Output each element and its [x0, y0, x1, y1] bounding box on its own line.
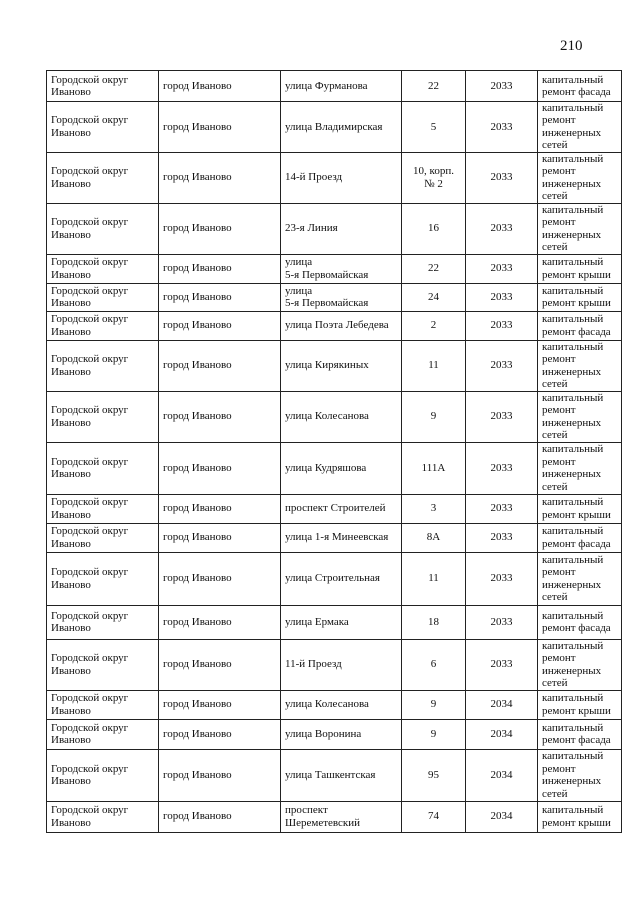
work-type-cell-text: капитальный ремонт инженерных сетей	[542, 750, 604, 800]
house-number-cell-text: 16	[428, 222, 439, 235]
table-row	[47, 254, 622, 283]
year-cell	[466, 719, 538, 749]
street-cell-text: улица Воронина	[285, 727, 362, 740]
city-cell-text: город Иваново	[163, 290, 232, 303]
year-cell-text: 2033	[490, 79, 513, 92]
house-number-cell-text: 95	[428, 768, 439, 781]
okrug-cell-text: Городской округ Иваново	[51, 566, 129, 591]
street-cell	[281, 690, 402, 719]
year-cell	[466, 523, 538, 552]
city-cell	[159, 283, 281, 311]
city-cell-text: город Иваново	[163, 120, 232, 133]
city-cell	[159, 523, 281, 552]
table-row	[47, 340, 622, 391]
year-cell-text: 2033	[490, 262, 513, 275]
year-cell	[466, 801, 538, 832]
table-row	[47, 494, 622, 523]
work-type-cell	[538, 552, 622, 605]
street-cell-text: улица Кудряшова	[285, 461, 367, 474]
year-cell-text: 2033	[490, 615, 513, 628]
city-cell-text: город Иваново	[163, 810, 232, 823]
work-type-cell-text: капитальный ремонт фасада	[542, 525, 611, 550]
year-cell	[466, 749, 538, 801]
house-number-cell	[402, 639, 466, 690]
street-cell	[281, 311, 402, 340]
work-type-cell	[538, 311, 622, 340]
table-row	[47, 719, 622, 749]
work-type-cell	[538, 71, 622, 102]
year-cell-text: 2033	[490, 572, 513, 585]
work-type-cell	[538, 254, 622, 283]
city-cell	[159, 690, 281, 719]
city-cell	[159, 719, 281, 749]
house-number-cell-text: 9	[430, 410, 437, 423]
city-cell	[159, 254, 281, 283]
year-cell-text: 2034	[490, 810, 513, 823]
table-row	[47, 552, 622, 605]
work-type-cell-text: капитальный ремонт инженерных сетей	[542, 553, 604, 604]
okrug-cell-text: Городской округ Иваново	[51, 284, 129, 310]
okrug-cell	[47, 391, 159, 442]
okrug-cell-text: Городской округ Иваново	[51, 165, 129, 190]
table-row	[47, 391, 622, 442]
work-type-cell	[538, 102, 622, 153]
table-row	[47, 749, 622, 801]
street-cell-text: улица 5-я Первомайская	[285, 256, 369, 281]
city-cell	[159, 71, 281, 102]
year-cell	[466, 71, 538, 102]
street-cell-text: 11-й Проезд	[285, 658, 342, 671]
house-number-cell-text: 18	[428, 615, 439, 628]
table-row	[47, 102, 622, 153]
table-row	[47, 311, 622, 340]
year-cell-text: 2033	[490, 658, 513, 671]
okrug-cell-text: Городской округ Иваново	[51, 404, 129, 429]
house-number-cell-text: 2	[430, 319, 437, 332]
street-cell-text: улица 5-я Первомайская	[285, 284, 369, 310]
work-type-cell	[538, 749, 622, 801]
house-number-cell-text: 9	[430, 698, 437, 711]
house-number-cell	[402, 311, 466, 340]
city-cell-text: город Иваново	[163, 615, 232, 628]
street-cell-text: улица Строительная	[285, 572, 380, 585]
street-cell	[281, 494, 402, 523]
work-type-cell-text: капитальный ремонт инженерных сетей	[542, 203, 604, 254]
work-type-cell-text: капитальный ремонт фасада	[542, 721, 611, 747]
house-number-cell	[402, 254, 466, 283]
street-cell	[281, 639, 402, 690]
table-row	[47, 442, 622, 494]
work-type-cell-text: капитальный ремонт инженерных сетей	[542, 639, 604, 690]
street-cell	[281, 523, 402, 552]
work-type-cell	[538, 494, 622, 523]
house-number-cell-text: 11	[428, 359, 439, 372]
house-number-cell-text: 22	[428, 79, 439, 92]
street-cell	[281, 442, 402, 494]
work-type-cell	[538, 340, 622, 391]
city-cell	[159, 152, 281, 203]
city-cell-text: город Иваново	[163, 531, 232, 544]
year-cell-text: 2033	[490, 120, 513, 133]
year-cell	[466, 254, 538, 283]
okrug-cell	[47, 719, 159, 749]
year-cell-text: 2033	[490, 502, 513, 515]
year-cell	[466, 203, 538, 254]
page-number: 210	[560, 38, 583, 54]
city-cell-text: город Иваново	[163, 502, 232, 515]
city-cell-text: город Иваново	[163, 359, 232, 372]
work-type-cell-text: капитальный ремонт фасада	[542, 609, 611, 635]
city-cell	[159, 311, 281, 340]
okrug-cell-text: Городской округ Иваново	[51, 313, 129, 338]
city-cell-text: город Иваново	[163, 727, 232, 740]
table-row	[47, 801, 622, 832]
street-cell	[281, 254, 402, 283]
city-cell-text: город Иваново	[163, 262, 232, 275]
house-number-cell-text: 5	[430, 120, 437, 133]
okrug-cell-text: Городской округ Иваново	[51, 455, 129, 481]
house-number-cell	[402, 801, 466, 832]
okrug-cell	[47, 71, 159, 102]
okrug-cell-text: Городской округ Иваново	[51, 216, 129, 241]
work-type-cell-text: капитальный ремонт инженерных сетей	[542, 443, 604, 493]
okrug-cell	[47, 639, 159, 690]
city-cell	[159, 494, 281, 523]
house-number-cell	[402, 749, 466, 801]
okrug-cell	[47, 254, 159, 283]
okrug-cell-text: Городской округ Иваново	[51, 73, 129, 98]
city-cell-text: город Иваново	[163, 572, 232, 585]
city-cell-text: город Иваново	[163, 698, 232, 711]
house-number-cell-text: 10, корп. № 2	[413, 165, 454, 190]
okrug-cell	[47, 801, 159, 832]
year-cell-text: 2033	[490, 461, 513, 474]
street-cell	[281, 71, 402, 102]
table-row	[47, 639, 622, 690]
city-cell	[159, 203, 281, 254]
city-cell	[159, 102, 281, 153]
work-type-cell-text: капитальный ремонт фасада	[542, 73, 611, 98]
okrug-cell-text: Городской округ Иваново	[51, 721, 129, 747]
year-cell	[466, 605, 538, 639]
street-cell-text: проспект Строителей	[285, 502, 386, 515]
house-number-cell-text: 8А	[426, 531, 441, 544]
work-type-cell	[538, 690, 622, 719]
city-cell	[159, 442, 281, 494]
house-number-cell	[402, 203, 466, 254]
year-cell	[466, 340, 538, 391]
year-cell-text: 2034	[490, 727, 513, 740]
work-type-cell-text: капитальный ремонт крыши	[542, 256, 611, 281]
okrug-cell-text: Городской округ Иваново	[51, 496, 129, 521]
house-number-cell	[402, 283, 466, 311]
street-cell-text: 23-я Линия	[285, 222, 338, 235]
work-type-cell	[538, 719, 622, 749]
street-cell	[281, 605, 402, 639]
street-cell	[281, 801, 402, 832]
work-type-cell-text: капитальный ремонт крыши	[542, 692, 611, 717]
year-cell-text: 2033	[490, 171, 513, 184]
street-cell	[281, 283, 402, 311]
street-cell	[281, 340, 402, 391]
city-cell	[159, 340, 281, 391]
city-cell-text: город Иваново	[163, 79, 232, 92]
city-cell	[159, 639, 281, 690]
work-type-cell-text: капитальный ремонт крыши	[542, 496, 611, 521]
table-row	[47, 71, 622, 102]
year-cell	[466, 552, 538, 605]
house-number-cell-text: 3	[430, 502, 437, 515]
okrug-cell	[47, 749, 159, 801]
okrug-cell	[47, 283, 159, 311]
house-number-cell	[402, 71, 466, 102]
street-cell	[281, 719, 402, 749]
table-row	[47, 605, 622, 639]
street-cell-text: улица Фурманова	[285, 79, 368, 92]
house-number-cell	[402, 690, 466, 719]
work-type-cell	[538, 203, 622, 254]
year-cell-text: 2034	[490, 698, 513, 711]
house-number-cell-text: 74	[428, 810, 439, 823]
house-number-cell	[402, 102, 466, 153]
street-cell	[281, 749, 402, 801]
okrug-cell	[47, 203, 159, 254]
street-cell-text: улица Ташкентская	[285, 768, 376, 781]
work-type-cell	[538, 391, 622, 442]
okrug-cell	[47, 442, 159, 494]
street-cell-text: улица 1-я Минеевская	[285, 531, 389, 544]
house-number-cell-text: 24	[428, 290, 439, 303]
okrug-cell	[47, 690, 159, 719]
house-number-cell-text: 11	[428, 572, 439, 585]
table-row	[47, 283, 622, 311]
okrug-cell	[47, 311, 159, 340]
year-cell-text: 2033	[490, 290, 513, 303]
house-number-cell-text: 22	[428, 262, 439, 275]
city-cell-text: город Иваново	[163, 658, 232, 671]
house-number-cell	[402, 523, 466, 552]
work-type-cell	[538, 283, 622, 311]
year-cell	[466, 391, 538, 442]
year-cell-text: 2034	[490, 768, 513, 781]
work-type-cell-text: капитальный ремонт инженерных сетей	[542, 152, 604, 203]
okrug-cell-text: Городской округ Иваново	[51, 762, 129, 788]
work-type-cell	[538, 605, 622, 639]
street-cell	[281, 203, 402, 254]
okrug-cell-text: Городской округ Иваново	[51, 256, 129, 281]
house-number-cell-text: 9	[430, 727, 437, 740]
work-type-cell-text: капитальный ремонт инженерных сетей	[542, 102, 604, 152]
work-type-cell-text: капитальный ремонт крыши	[542, 804, 611, 829]
okrug-cell-text: Городской округ Иваново	[51, 652, 129, 677]
house-number-cell	[402, 340, 466, 391]
okrug-cell	[47, 152, 159, 203]
work-type-cell-text: капитальный ремонт фасада	[542, 313, 611, 338]
work-type-cell	[538, 152, 622, 203]
house-number-cell	[402, 391, 466, 442]
table-row	[47, 203, 622, 254]
street-cell-text: улица Колесанова	[285, 410, 369, 423]
street-cell-text: улица Владимирская	[285, 120, 383, 133]
street-cell-text: улица Кирякиных	[285, 359, 369, 372]
street-cell	[281, 102, 402, 153]
repair-schedule-table	[46, 70, 622, 833]
okrug-cell	[47, 523, 159, 552]
okrug-cell-text: Городской округ Иваново	[51, 525, 129, 550]
street-cell-text: улица Колесанова	[285, 698, 369, 711]
year-cell	[466, 494, 538, 523]
year-cell-text: 2033	[490, 359, 513, 372]
okrug-cell-text: Городской округ Иваново	[51, 804, 129, 829]
year-cell	[466, 283, 538, 311]
work-type-cell-text: капитальный ремонт крыши	[542, 284, 611, 310]
okrug-cell	[47, 102, 159, 153]
house-number-cell	[402, 552, 466, 605]
street-cell-text: улица Поэта Лебедева	[285, 319, 389, 332]
okrug-cell	[47, 340, 159, 391]
okrug-cell	[47, 494, 159, 523]
street-cell	[281, 391, 402, 442]
work-type-cell-text: капитальный ремонт инженерных сетей	[542, 391, 604, 442]
year-cell	[466, 639, 538, 690]
work-type-cell	[538, 442, 622, 494]
year-cell-text: 2033	[490, 531, 513, 544]
year-cell	[466, 442, 538, 494]
work-type-cell	[538, 801, 622, 832]
house-number-cell	[402, 442, 466, 494]
city-cell	[159, 391, 281, 442]
city-cell	[159, 552, 281, 605]
city-cell-text: город Иваново	[163, 171, 232, 184]
work-type-cell	[538, 639, 622, 690]
street-cell	[281, 552, 402, 605]
work-type-cell	[538, 523, 622, 552]
city-cell	[159, 605, 281, 639]
house-number-cell	[402, 605, 466, 639]
city-cell-text: город Иваново	[163, 319, 232, 332]
city-cell-text: город Иваново	[163, 768, 232, 781]
street-cell	[281, 152, 402, 203]
house-number-cell	[402, 494, 466, 523]
okrug-cell-text: Городской округ Иваново	[51, 114, 129, 139]
work-type-cell-text: капитальный ремонт инженерных сетей	[542, 340, 604, 391]
table-row	[47, 690, 622, 719]
street-cell-text: проспект Шереметевский	[285, 804, 361, 829]
year-cell-text: 2033	[490, 319, 513, 332]
city-cell	[159, 749, 281, 801]
street-cell-text: 14-й Проезд	[285, 171, 343, 184]
city-cell-text: город Иваново	[163, 410, 232, 423]
year-cell-text: 2033	[490, 222, 513, 235]
okrug-cell	[47, 605, 159, 639]
table-body	[47, 71, 622, 833]
house-number-cell	[402, 719, 466, 749]
table-row	[47, 523, 622, 552]
okrug-cell	[47, 552, 159, 605]
okrug-cell-text: Городской округ Иваново	[51, 353, 129, 378]
city-cell-text: город Иваново	[163, 461, 232, 474]
house-number-cell-text: 111А	[421, 461, 446, 474]
house-number-cell-text: 6	[430, 658, 437, 671]
okrug-cell-text: Городской округ Иваново	[51, 692, 129, 717]
table-row	[47, 152, 622, 203]
year-cell	[466, 311, 538, 340]
year-cell	[466, 102, 538, 153]
year-cell-text: 2033	[490, 410, 513, 423]
okrug-cell-text: Городской округ Иваново	[51, 609, 129, 635]
house-number-cell	[402, 152, 466, 203]
year-cell	[466, 152, 538, 203]
city-cell-text: город Иваново	[163, 222, 232, 235]
year-cell	[466, 690, 538, 719]
street-cell-text: улица Ермака	[285, 615, 349, 628]
city-cell	[159, 801, 281, 832]
